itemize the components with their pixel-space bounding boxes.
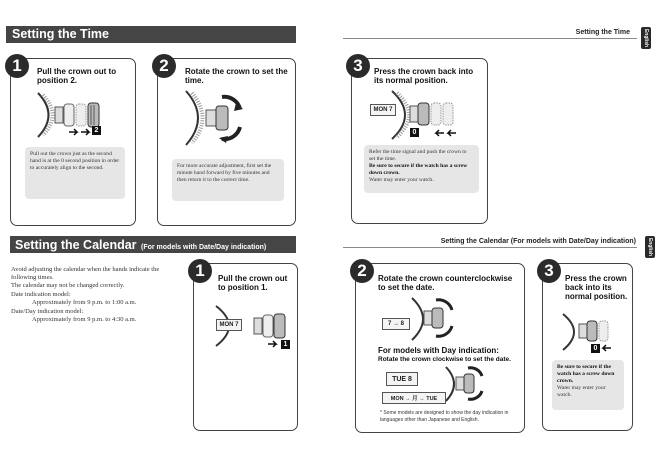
calendar-intro: Avoid adjusting the calendar when the hands indicate the following times. The calendar may not be changed correctly. Date indication model: Approximately from 9 p.m. to 1:00 a.m. Date/Day indication model: Approximately from 9 p.m. to 4:30 a.m.: [11, 266, 160, 323]
dial-date-window: MON 7: [216, 319, 242, 331]
time-section-title: Setting the Time: [6, 26, 296, 43]
calendar-page-header: Setting the Calendar (For models with Date/Day indication): [440, 238, 636, 245]
step-number-badge: 3: [537, 259, 561, 283]
calendar-section-subtitle: (For models with Date/Day indication): [141, 244, 267, 251]
time-page-header: Setting the Time: [575, 29, 630, 36]
step-title: Press the crown back into its normal position.: [374, 67, 474, 85]
day-model-title: For models with Day indication:: [378, 346, 499, 355]
time-step-1-card: [10, 58, 136, 226]
footnote: * Some models are designed to show the day indication in languages other than Japanese and English.: [380, 410, 509, 423]
step-title: Rotate the crown to set the time.: [185, 67, 288, 85]
position-label: 2: [92, 126, 101, 135]
step-note: Pull out the crown just as the second hand is at the 0 second position in order to accurately align to the second.: [25, 147, 125, 199]
step-note: Be sure to secure if the watch has a screw down crown. Water may enter your watch.: [552, 360, 624, 410]
crown-pull-illustration: [33, 91, 113, 139]
calendar-step-2-card: [355, 263, 525, 433]
date-sequence: 7 → 8: [382, 318, 410, 330]
position-label: 0: [410, 128, 419, 137]
crown-rotate-illustration: [180, 89, 250, 147]
dial-day-window: TUE 8: [386, 372, 418, 386]
step-number-badge: 2: [350, 259, 374, 283]
step-note: For more accurate adjustment, first set the minute hand forward by five minutes and then return it to the correct time.: [172, 159, 284, 201]
calendar-step-1-card: [193, 263, 298, 431]
step-number-badge: 1: [5, 54, 29, 78]
position-label: 0: [591, 344, 600, 353]
step-number-badge: 2: [152, 54, 176, 78]
step-title: Rotate the crown counterclockwise to set the date.: [378, 274, 513, 292]
header-rule: [343, 38, 637, 39]
language-tab: English: [643, 28, 649, 48]
language-tab: English: [647, 237, 653, 257]
step-number-badge: 3: [346, 54, 370, 78]
position-label: 1: [281, 340, 290, 349]
step-title: Pull the crown out to position 2.: [37, 67, 117, 85]
header-rule: [343, 247, 637, 248]
time-step-3-card: [351, 58, 488, 224]
step-title: Press the crown back into its normal position.: [565, 274, 628, 301]
calendar-step-3-card: [542, 263, 633, 431]
dial-date-window: MON 7: [370, 104, 396, 116]
step-title: Pull the crown out to position 1.: [218, 274, 288, 292]
step-number-badge: 1: [188, 259, 212, 283]
step-note: Refer the time signal and push the crown to set the time. Be sure to secure if the watch has a screw down crown. Water may enter your watch.: [364, 145, 479, 193]
crown-push-illustration: [559, 312, 619, 352]
day-model-subtitle: Rotate the crown clockwise to set the date.: [378, 356, 511, 363]
time-step-2-card: [157, 58, 296, 226]
calendar-section-title: Setting the Calendar (For models with Date/Day indication): [10, 236, 296, 253]
day-sequence: MON → 月 → TUE: [382, 392, 446, 404]
